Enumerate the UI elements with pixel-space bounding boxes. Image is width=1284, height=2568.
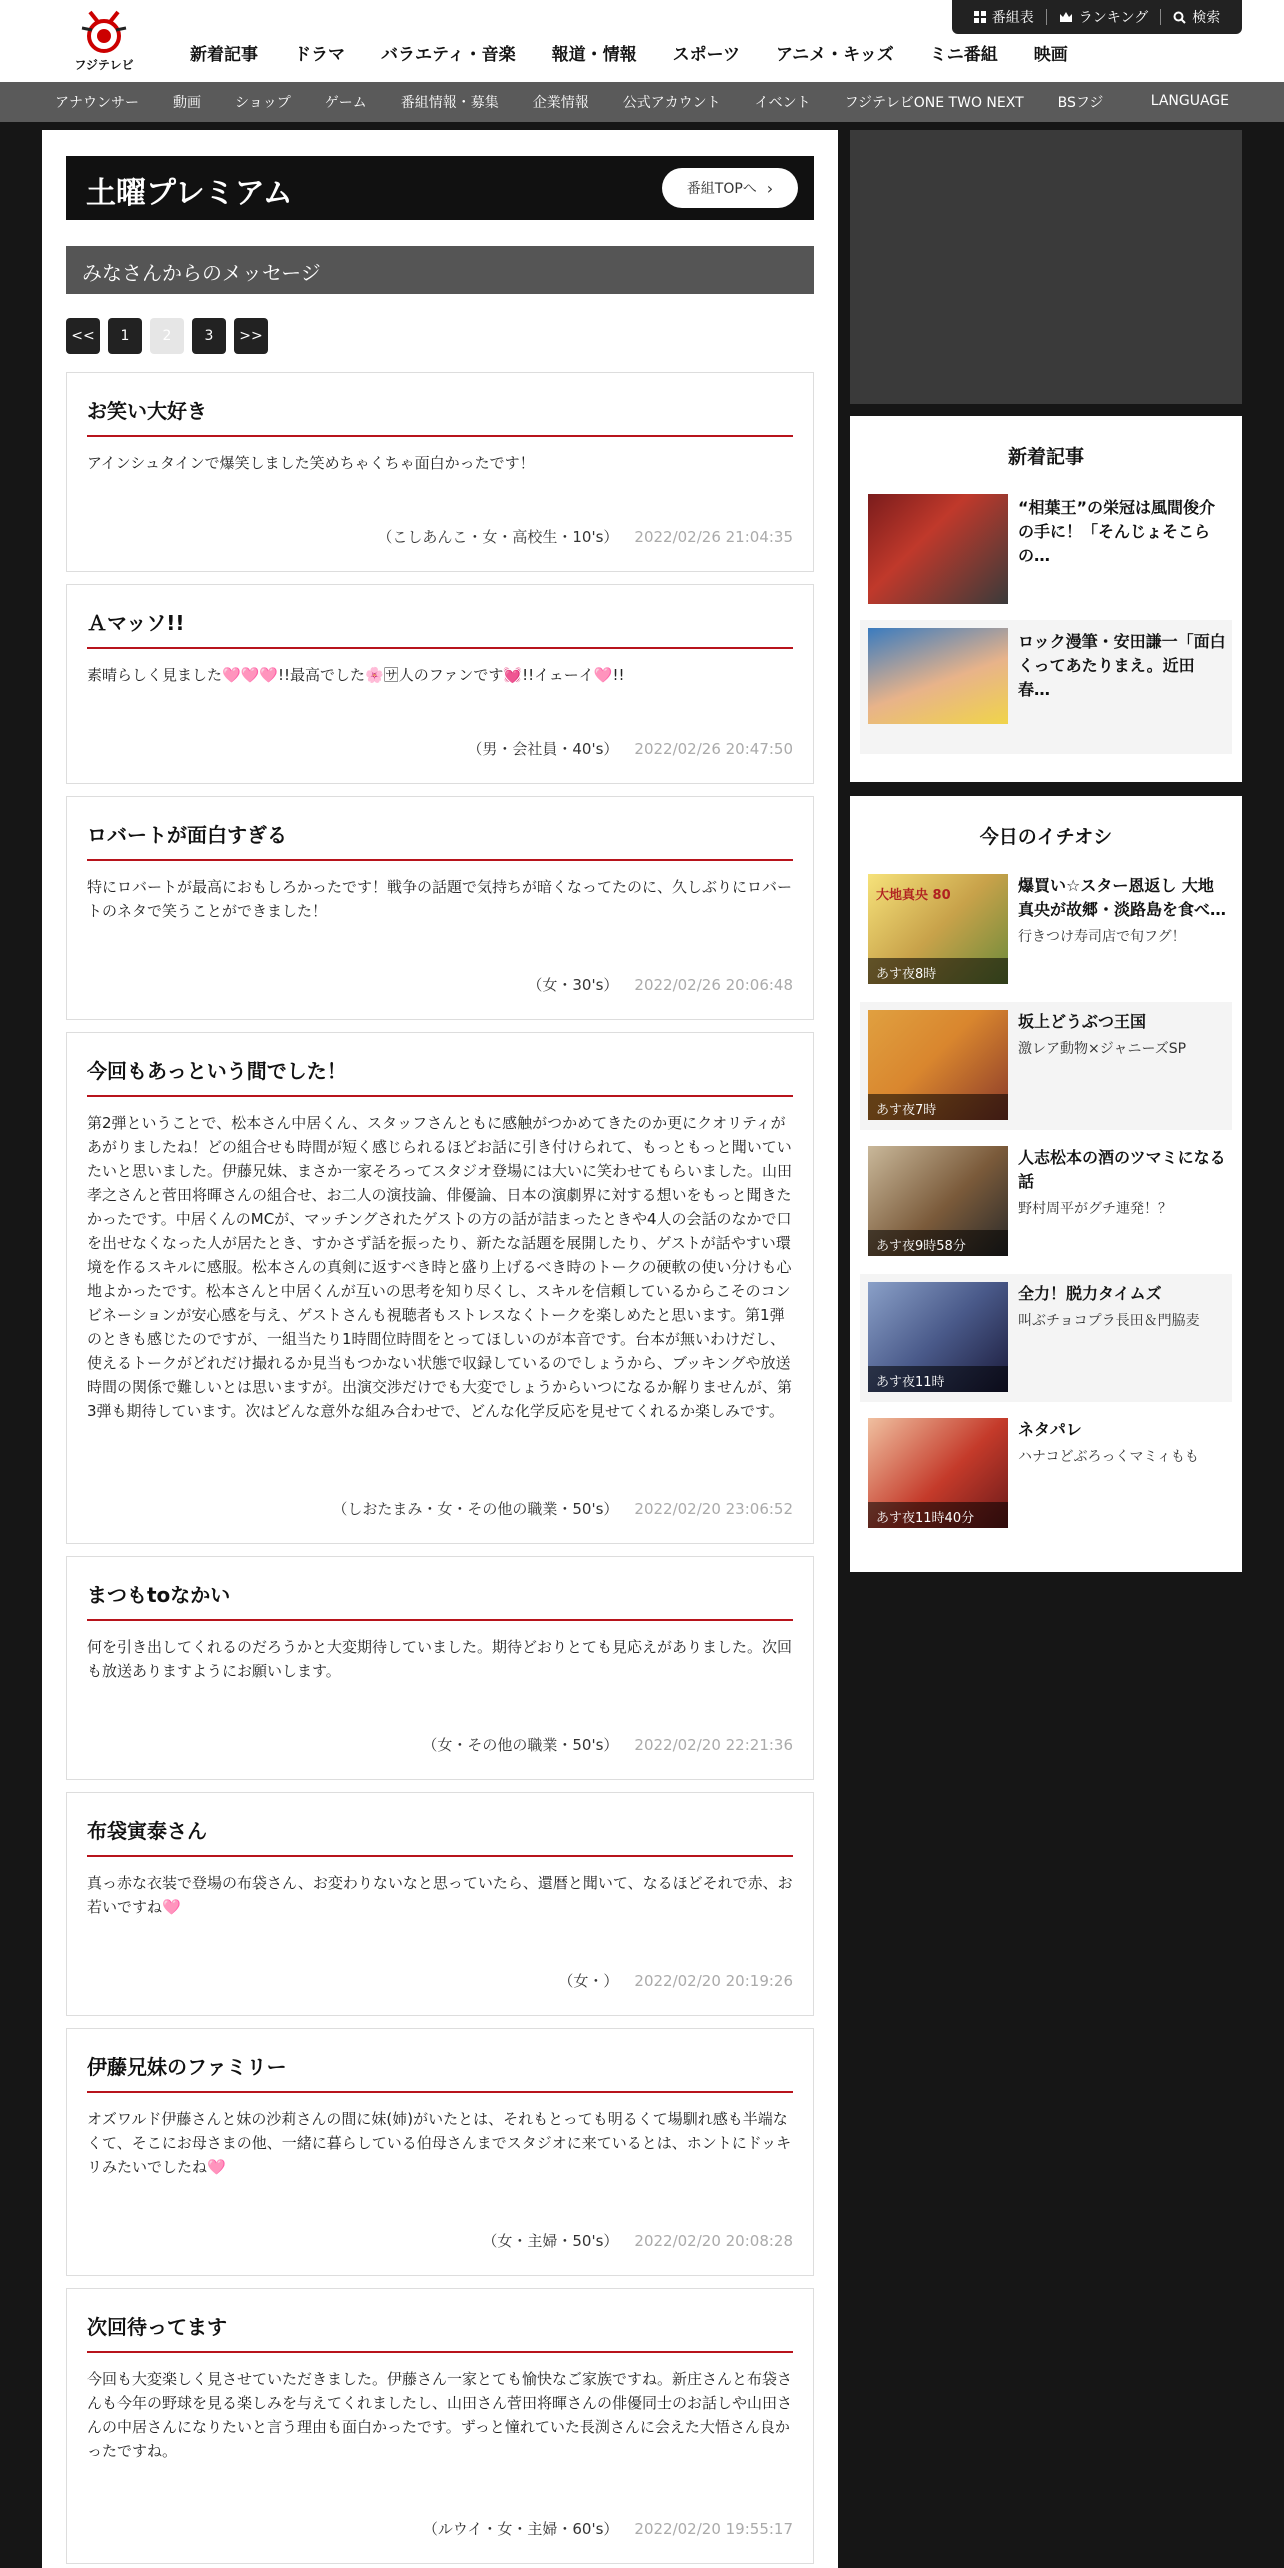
message-footer (482, 2230, 793, 2251)
crown-icon (1059, 11, 1073, 23)
message-author: （男・会社員・40's） (467, 740, 619, 758)
pick-item[interactable] (860, 1002, 1232, 1130)
message-title: まつもtoなかい (87, 1583, 231, 1607)
search-icon (1173, 11, 1186, 24)
message-author: （女・30's） (527, 976, 619, 994)
message-date: 2022/02/20 22:21:36 (634, 1736, 793, 1754)
message-title: 伊藤兄妹のファミリー (87, 2055, 287, 2079)
title-underline (87, 859, 793, 861)
grid-icon (974, 11, 986, 23)
message-title: ロバートが面白すぎる (87, 823, 287, 847)
fuji-tv-logo[interactable] (68, 6, 140, 76)
message-body: アインシュタインで爆笑しました笑めちゃくちゃ面白かったです！ (87, 454, 535, 472)
nav-new-articles[interactable]: 新着記事 (190, 45, 258, 65)
message-footer (558, 1970, 793, 1991)
page-2-current: 2 (150, 318, 184, 354)
message-body: オズワルド伊藤さんと妹の沙莉さんの間に妹(姉)がいたとは、それもとっても明るくて場馴れ感も半端なくて、そこにお母さまの他、一緒に暮らしている伯母さんまでスタジオに来ているとは、ホントにドッキリみたいでしたね🩷 (87, 2110, 792, 2176)
article-title: ロック漫筆・安田謙一「面白くってあたりまえ。近田春… (1018, 632, 1226, 699)
search-label: 検索 (1192, 10, 1221, 26)
main-nav (172, 40, 1086, 65)
pick-thumbnail (868, 874, 1008, 984)
subnav-official-accounts[interactable]: 公式アカウント (622, 95, 721, 111)
sub-nav (0, 82, 1284, 122)
nav-anime-kids[interactable]: アニメ・キッズ (775, 45, 894, 65)
message-date: 2022/02/20 19:55:17 (634, 2520, 793, 2538)
pick-subtitle: 激レア動物×ジャニーズSP (1018, 1041, 1187, 1057)
title-underline (87, 2351, 793, 2353)
subnav-announcer[interactable]: アナウンサー (55, 95, 139, 111)
message-body: 今回も大変楽しく見させていただきました。伊藤さん一家とても愉快なご家族ですね。新庄さんと布袋さんも今年の野球を見る楽しみを与えてくれましたし、山田さん菅田将暉さんの俳優同士のお話しや山田さんの中居さんになりたいと言う理由も面白かったです。ずっと憧れていた長渕さんに会えた大悟さん良かったですね。 (87, 2370, 793, 2460)
title-underline (87, 435, 793, 437)
ad-banner[interactable] (850, 130, 1242, 404)
ranking-link[interactable] (1047, 7, 1161, 27)
subnav-shop[interactable]: ショップ (235, 95, 291, 111)
message-card (66, 1556, 814, 1780)
message-title: 布袋寅泰さん (87, 1819, 207, 1843)
article-thumbnail (868, 494, 1008, 604)
picks-title: 今日のイチオシ (979, 826, 1113, 848)
message-date: 2022/02/20 20:08:28 (634, 2232, 793, 2250)
pick-item[interactable] (860, 1410, 1232, 1538)
message-footer (527, 974, 793, 995)
article-thumbnail (868, 628, 1008, 724)
air-time: あす夜8時 (868, 958, 1008, 984)
program-top-button[interactable] (662, 168, 798, 208)
page-3[interactable]: 3 (192, 318, 226, 354)
message-card (66, 584, 814, 784)
message-card (66, 2028, 814, 2276)
nav-variety-music[interactable]: バラエティ・音楽 (381, 45, 516, 65)
pagination (66, 318, 276, 354)
message-author: （女・） (558, 1972, 619, 1990)
pick-title: 人志松本の酒のツマミになる話 (1018, 1148, 1226, 1191)
message-date: 2022/02/20 23:06:52 (634, 1500, 793, 1518)
title-underline (87, 1855, 793, 1857)
pick-item[interactable] (860, 866, 1232, 994)
message-title: Ａマッソ!! (87, 611, 185, 635)
fuji-eye-logo-icon (68, 6, 140, 56)
pick-thumbnail (868, 1418, 1008, 1528)
program-title-bar (66, 156, 814, 220)
message-card (66, 1792, 814, 2016)
message-date: 2022/02/26 20:06:48 (634, 976, 793, 994)
pick-thumbnail (868, 1010, 1008, 1120)
subnav-program-info[interactable]: 番組情報・募集 (400, 95, 499, 111)
title-underline (87, 1619, 793, 1621)
message-footer (377, 526, 793, 547)
schedule-link[interactable] (962, 7, 1046, 27)
chevron-right-icon: › (766, 178, 774, 198)
thumb-caption: 大地真央 80 (876, 888, 951, 903)
pick-thumbnail (868, 1282, 1008, 1392)
subnav-game[interactable]: ゲーム (324, 95, 367, 111)
pick-thumbnail (868, 1146, 1008, 1256)
title-underline (87, 2091, 793, 2093)
subnav-events[interactable]: イベント (754, 95, 811, 111)
new-articles-title: 新着記事 (1007, 446, 1084, 468)
pick-subtitle: ハナコどぶろっくマミィもも (1018, 1449, 1199, 1465)
new-article-item[interactable] (860, 620, 1232, 754)
subnav-bs-fuji[interactable]: BSフジ (1057, 95, 1104, 111)
message-body: 第2弾ということで、松本さん中居くん、スタッフさんともに感触がつかめてきたのか更にクオリティがあがりましたね！どの組合せも時間が短く感じられるほどお話に引き付けられて、もっともっと聞いていたいと思いました。伊藤兄妹、まさか一家そろってスタジオ登場には大いに笑わせてもらいました。山田孝之さんと菅田将暉さんの組合せ、お二人の演技論、俳優論、日本の演劇界に対する想いをもっと聞きたかったです。中居くんのMCが、マッチングされたゲストの方の話が詰まったときや4人の会話のなかで口を出せなくなった人が居たとき、すかさず話を振ったり、新たな話題を展開したり、ゲストが話やすい環境を作るスキルに感服。松本さんの真剣に返すべき時と盛り上げるべき時のトークの硬軟の使い分けも心地よかったです。松本さんと中居くんが互いの思考を知り尽くし、スキルを信頼しているからこそのコンビネーションが安心感を与え、ゲストさんも視聴者もストレスなくトークを楽しめたと思います。第1弾のときも感じたのですが、一組当たり1時間位時間をとってほしいのが本音です。台本が無いわけだし、使えるトークがどれだけ撮れるか見当もつかない状態で収録しているのでしょうから、ブッキングや放送時間の関係で難しいとは思いますが。出演交渉だけでも大変でしょうからいつになるか解りませんが、第3弾も期待しています。次はどんな意外な組み合わせで、どんな化学反応を見せてくれるか楽しみです。 (87, 1114, 793, 1420)
nav-mini-programs[interactable]: ミニ番組 (929, 45, 998, 65)
language-link[interactable]: LANGUAGE (1150, 93, 1229, 109)
picks-panel (850, 796, 1242, 1572)
new-articles-panel (850, 416, 1242, 782)
subnav-one-two-next[interactable]: フジテレビONE TWO NEXT (844, 95, 1024, 111)
ranking-label: ランキング (1078, 10, 1149, 26)
message-body: 真っ赤な衣装で登場の布袋さん、お変わりないなと思っていたら、還暦と聞いて、なるほどそれで赤、お若いですね🩷 (87, 1874, 793, 1916)
nav-movies[interactable]: 映画 (1033, 45, 1068, 65)
nav-drama[interactable]: ドラマ (294, 45, 345, 65)
message-author: （こしあんこ・女・高校生・10's） (377, 528, 619, 546)
air-time: あす夜9時58分 (868, 1230, 1008, 1256)
article-title: “相葉王”の栄冠は風間俊介の手に！「そんじょそこらの… (1018, 498, 1216, 565)
message-card (66, 796, 814, 1020)
message-title: 次回待ってます (87, 2315, 227, 2339)
top-tools (952, 0, 1242, 34)
page-last[interactable]: >> (234, 318, 268, 354)
air-time: あす夜11時40分 (868, 1502, 1008, 1528)
search-link[interactable] (1161, 7, 1232, 27)
new-article-item[interactable] (860, 486, 1232, 612)
pick-title: ネタパレ (1018, 1420, 1082, 1439)
message-footer (423, 2518, 793, 2539)
message-title: お笑い大好き (87, 399, 207, 423)
nav-sports[interactable]: スポーツ (672, 45, 740, 65)
message-card (66, 372, 814, 572)
air-time: あす夜7時 (868, 1094, 1008, 1120)
subnav-corporate[interactable]: 企業情報 (532, 95, 589, 111)
pick-subtitle: 叫ぶチョコプラ長田＆門脇麦 (1018, 1313, 1200, 1329)
message-body: 何を引き出してくれるのだろうかと大変期待していました。期待どおりとても見応えがありました。次回も放送ありますようにお願いします。 (87, 1638, 793, 1680)
message-author: （女・その他の職業・50's） (422, 1736, 619, 1754)
message-author: （ルウイ・女・主婦・60's） (422, 2520, 619, 2538)
nav-news-info[interactable]: 報道・情報 (551, 45, 637, 65)
message-body: 素晴らしく見ました🩷🩷🩷!!最高でした🌸🈂人のファンです💓!!イェーイ🩷!! (87, 666, 625, 684)
site-header (0, 0, 1284, 82)
program-top-label: 番組TOPへ (686, 181, 757, 197)
message-footer (422, 1734, 793, 1755)
pick-title: 爆買い☆スター恩返し 大地真央が故郷・淡路島を食べ… (1018, 876, 1227, 919)
pick-subtitle: 野村周平がグチ連発！？ (1018, 1201, 1172, 1217)
main-content (42, 130, 838, 2568)
program-title: 土曜プレミアム (86, 176, 293, 211)
title-underline (87, 647, 793, 649)
pick-subtitle: 行きつけ寿司店で旬フグ！ (1018, 929, 1186, 945)
pick-title: 坂上どうぶつ王国 (1018, 1012, 1147, 1031)
message-footer (332, 1498, 793, 1519)
message-footer (467, 738, 793, 759)
message-author: （しおたまみ・女・その他の職業・50's） (332, 1500, 619, 1518)
title-underline (87, 1095, 793, 1097)
message-card (66, 1032, 814, 1544)
message-body: 特にロバートが最高におもしろかったです！戦争の話題で気持ちが暗くなってたのに、久しぶりにロバートのネタで笑うことができました！ (87, 878, 793, 920)
page-1[interactable]: 1 (108, 318, 142, 354)
logo-text: フジテレビ (74, 58, 134, 72)
message-date: 2022/02/26 20:47:50 (634, 740, 793, 758)
message-date: 2022/02/26 21:04:35 (634, 528, 793, 546)
pick-item[interactable] (860, 1138, 1232, 1266)
message-title: 今回もあっという間でした！ (87, 1059, 347, 1083)
messages-heading: みなさんからのメッセージ (66, 246, 814, 294)
subnav-video[interactable]: 動画 (173, 95, 201, 111)
page-first[interactable]: << (66, 318, 100, 354)
schedule-label: 番組表 (991, 10, 1034, 26)
air-time: あす夜11時 (868, 1366, 1008, 1392)
pick-item[interactable] (860, 1274, 1232, 1402)
pick-title: 全力！脱力タイムズ (1018, 1284, 1162, 1303)
message-card (66, 2288, 814, 2564)
message-date: 2022/02/20 20:19:26 (634, 1972, 793, 1990)
message-author: （女・主婦・50's） (482, 2232, 619, 2250)
